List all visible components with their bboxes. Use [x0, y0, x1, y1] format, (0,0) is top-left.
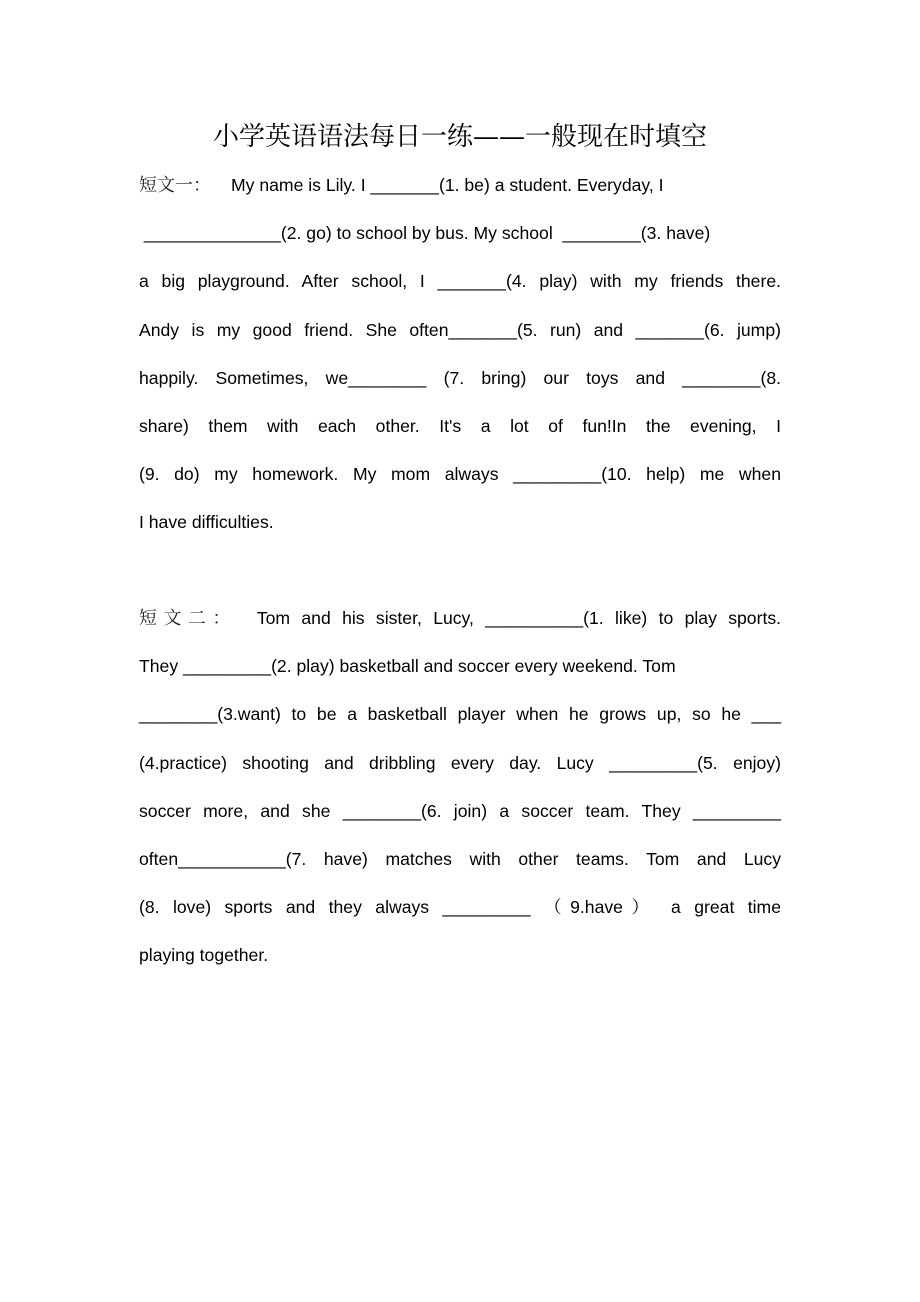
passage-line: happily. Sometimes, we________ (7. bring) our toys and ________(8.: [139, 367, 781, 388]
passage-line: [139, 170, 781, 218]
passage-line: a big playground. After school, I _______(4. play) with my friends there.: [139, 271, 781, 292]
passage-line: I have difficulties.: [139, 512, 274, 533]
line-text: My name is Lily. I _______(1. be) a student. Everyday, I: [231, 175, 664, 195]
passage-label: 短文一：: [139, 175, 211, 196]
passage-line: soccer more, and she ________(6. join) a soccer team. They _________: [139, 800, 781, 821]
line-text: Tom and his sister, Lucy, __________(1. like) to play sports.: [256, 608, 782, 628]
passage-one: [139, 170, 781, 556]
passage-line: ______________(2. go) to school by bus. My school ________(3. have): [139, 223, 711, 244]
passage-two: [139, 603, 781, 989]
passage-line: ________(3.want) to be a basketball player when he grows up, so he ___: [139, 704, 781, 725]
passage-line: [139, 603, 781, 651]
passage-line: share) them with each other. It's a lot of fun!In the evening, I: [139, 415, 781, 436]
passage-line: Andy is my good friend. She often_______(5. run) and _______(6. jump): [139, 319, 781, 340]
passage-line: often___________(7. have) matches with other teams. Tom and Lucy: [139, 848, 781, 869]
passage-line: (9. do) my homework. My mom always _________(10. help) me when: [139, 464, 781, 485]
passage-line: playing together.: [139, 945, 269, 966]
page-title: 小学英语语法每日一练——一般现在时填空: [212, 122, 707, 152]
passage-line: (4.practice) shooting and dribbling every day. Lucy _________(5. enjoy): [139, 752, 781, 773]
passage-line: (8. love) sports and they always _________ （9.have） a great time: [139, 897, 781, 918]
passage-label: 短文二：: [139, 608, 237, 629]
passage-line: They _________(2. play) basketball and soccer every weekend. Tom: [139, 656, 676, 677]
